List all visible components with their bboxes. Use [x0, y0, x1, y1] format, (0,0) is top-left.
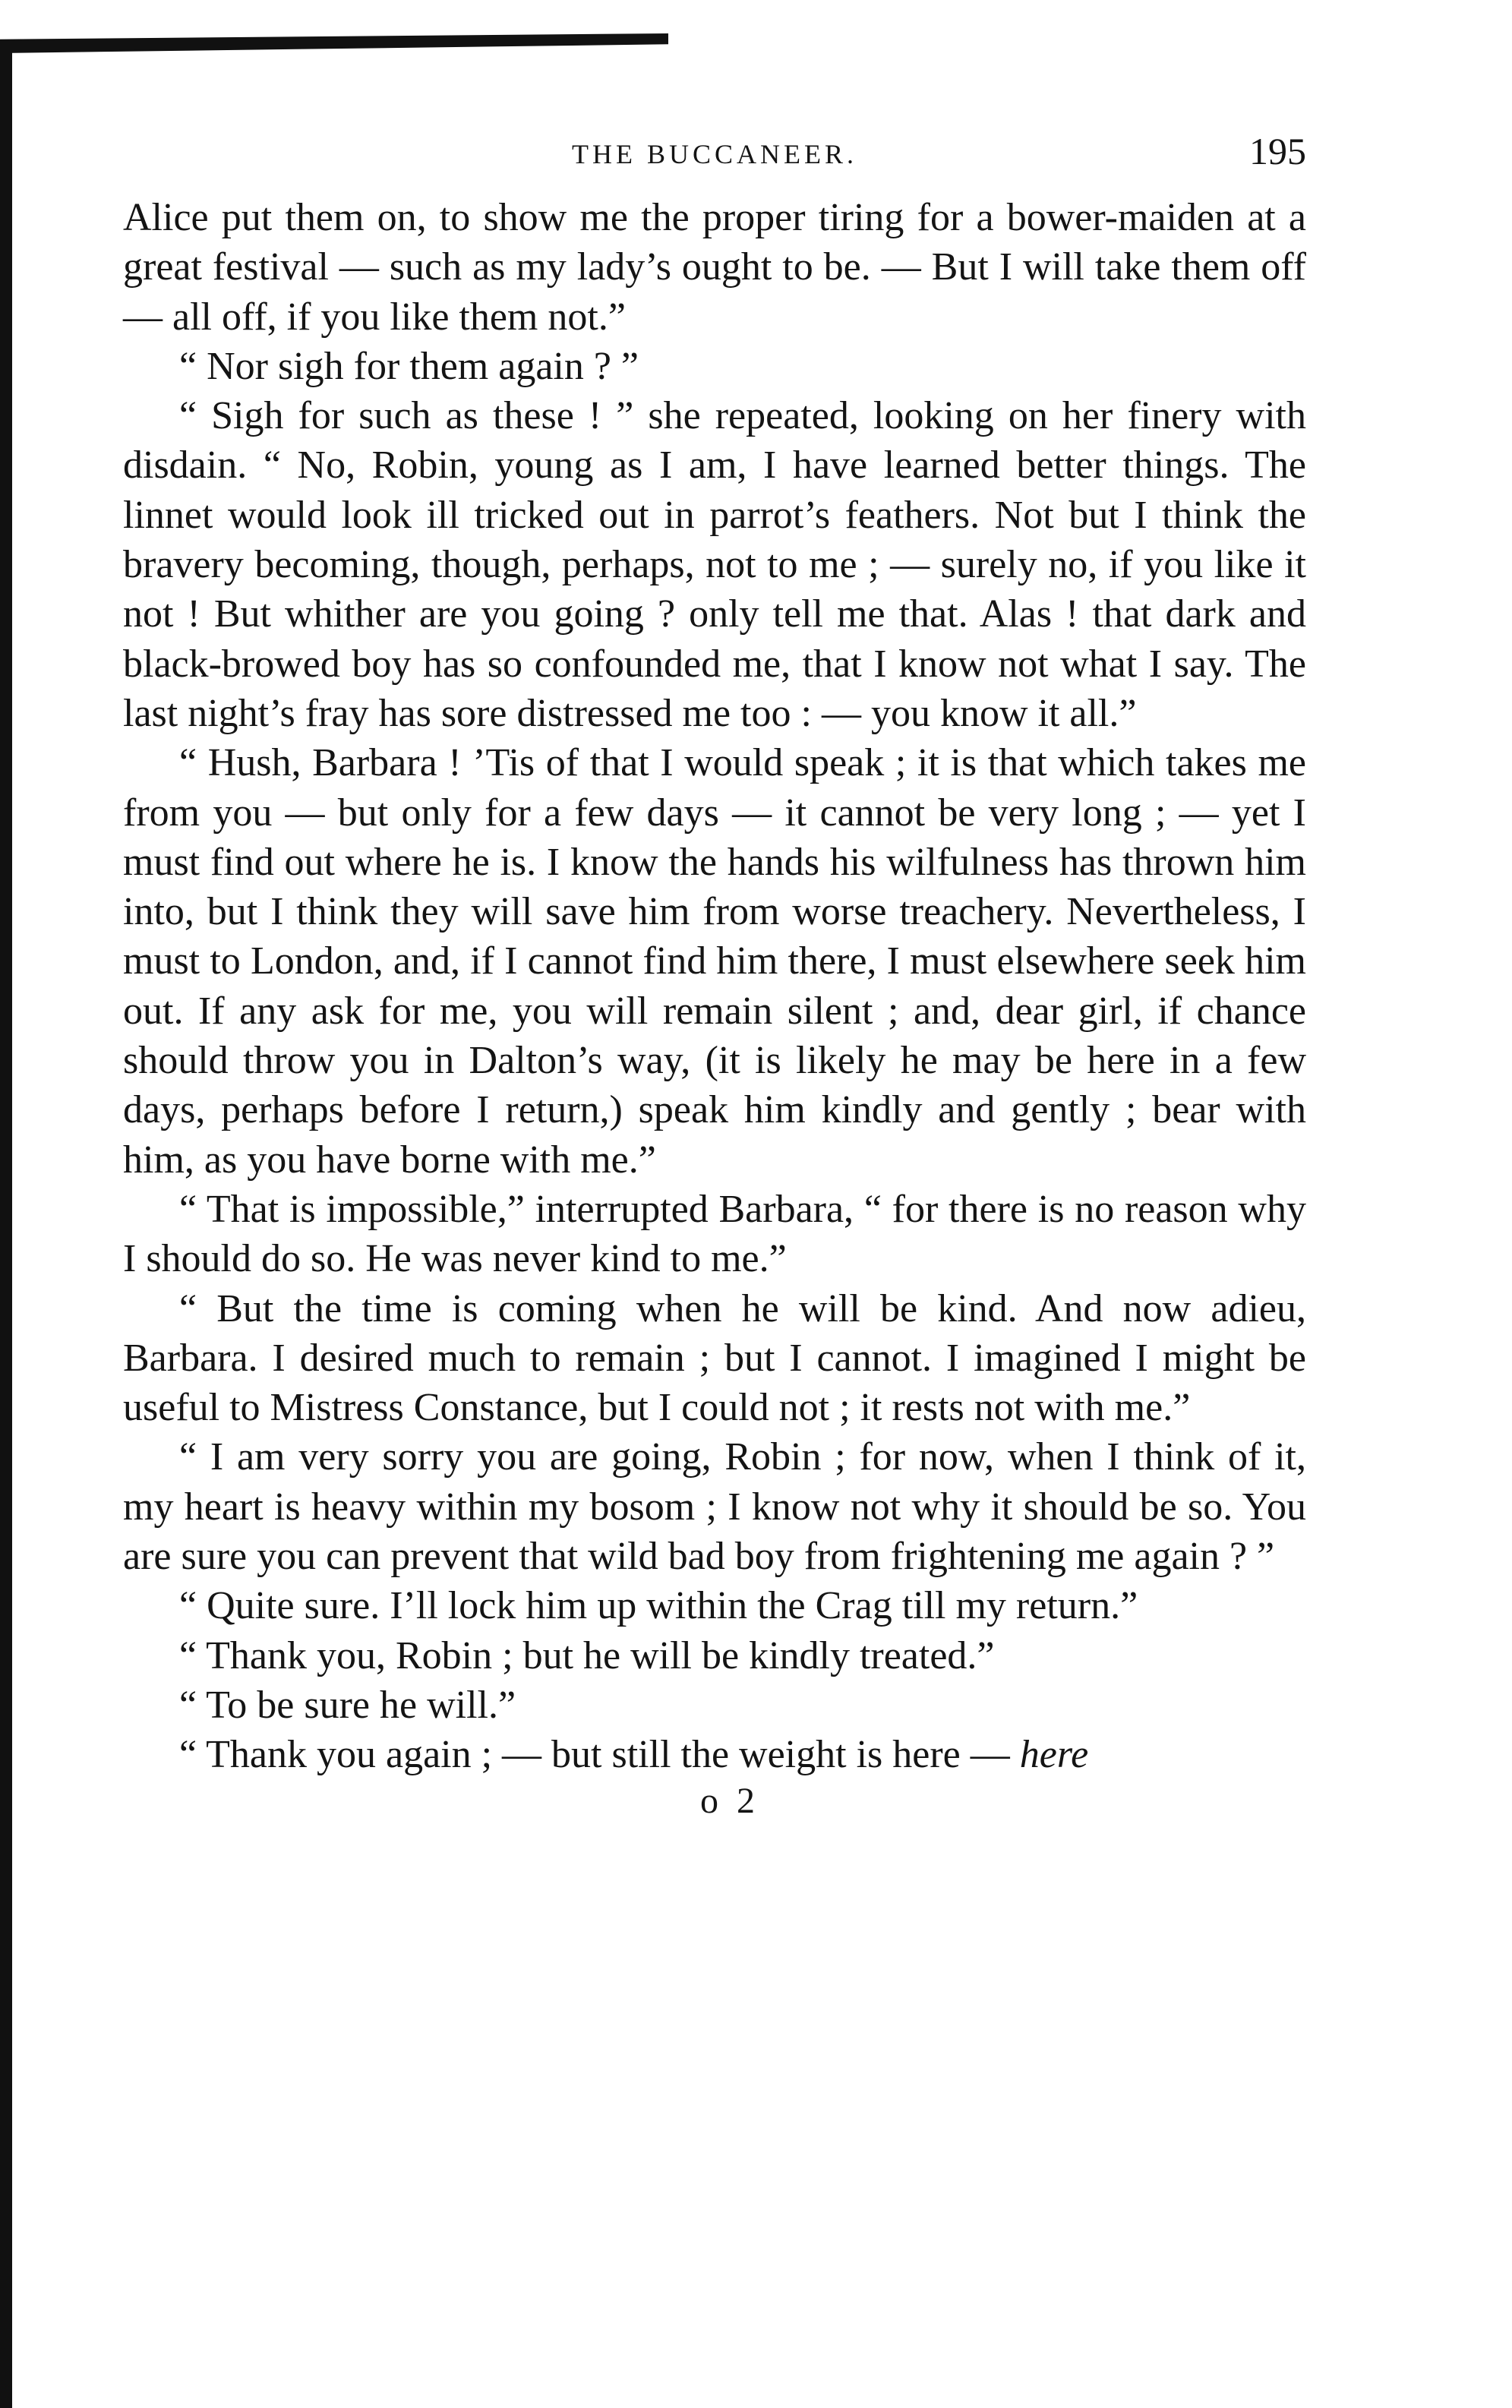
scan-edge-left	[0, 43, 12, 2408]
paragraph: “ I am very sorry you are going, Robin ; for now, when I think of it, my heart is heavy within my bosom ; I know not why it should be so. You are sure you can prevent that wild bad boy from frightening me again ? ”	[123, 1435, 1306, 1579]
paragraph: “ Hush, Barbara ! ’Tis of that I would speak ; it is that which takes me from you — but only for a few days — it cannot be very long ; — yet I must find out where he is. I know the hands his wilfulness has thrown him into, but I think they will save him from worse treachery. Nevertheless, I must to London, and, if I cannot find him there, I must elsewhere seek him out. If any ask for me, you will remain silent ; and, dear girl, if chance should throw you in Dalton’s way, (it is likely he may be here in a few days, perhaps before I return,) speak him kindly and gently ; bear with him, as you have borne with me.”	[123, 741, 1306, 1182]
paragraph: “ Thank you, Robin ; but he will be kindly treated.”	[179, 1633, 995, 1677]
last-line-text: “ Thank you again ; — but still the weight is here —	[179, 1733, 1020, 1777]
paragraph: “ To be sure he will.”	[179, 1683, 516, 1727]
running-head	[123, 129, 1306, 193]
signature-mark: o 2	[700, 1780, 759, 1821]
scan-edge-top	[0, 33, 668, 53]
paragraph: “ Sigh for such as these ! ” she repeated, looking on her finery with disdain. “ No, Robin, young as I am, I have learned better things. The linnet would look ill tricked out in parrot’s feathers. Not but I think the bravery becoming, though, perhaps, not to me ; — surely no, if you like it not ! But whither are you going ? only tell me that. Alas ! that dark and black-browed boy has so confounded me, that I know not what I say. The last night’s fray has sore distressed me too : — you know it all.”	[123, 394, 1306, 735]
last-line-italic: here	[1019, 1733, 1089, 1777]
paragraph: “ Nor sigh for them again ? ”	[179, 344, 639, 388]
running-title: THE BUCCANEER.	[572, 139, 857, 169]
paragraph: Alice put them on, to show me the proper tiring for a bower-maiden at a great festival — such as my lady’s ought to be. — But I will take them off — all off, if you like them not.”	[123, 196, 1306, 339]
body-text	[123, 193, 1306, 1780]
book-page	[123, 129, 1306, 1822]
page-number: 195	[1249, 130, 1306, 172]
paragraph-last	[123, 1730, 1306, 1779]
paragraph: “ Quite sure. I’ll lock him up within the Crag till my return.”	[179, 1584, 1138, 1628]
paragraph: “ That is impossible,” interrupted Barbara, “ for there is no reason why I should do so. He was never kind to me.”	[123, 1187, 1306, 1281]
paragraph: “ But the time is coming when he will be kind. And now adieu, Barbara. I desired much to remain ; but I cannot. I imagined I might be useful to Mistress Constance, but I could not ; it rests not with me.”	[123, 1286, 1306, 1430]
